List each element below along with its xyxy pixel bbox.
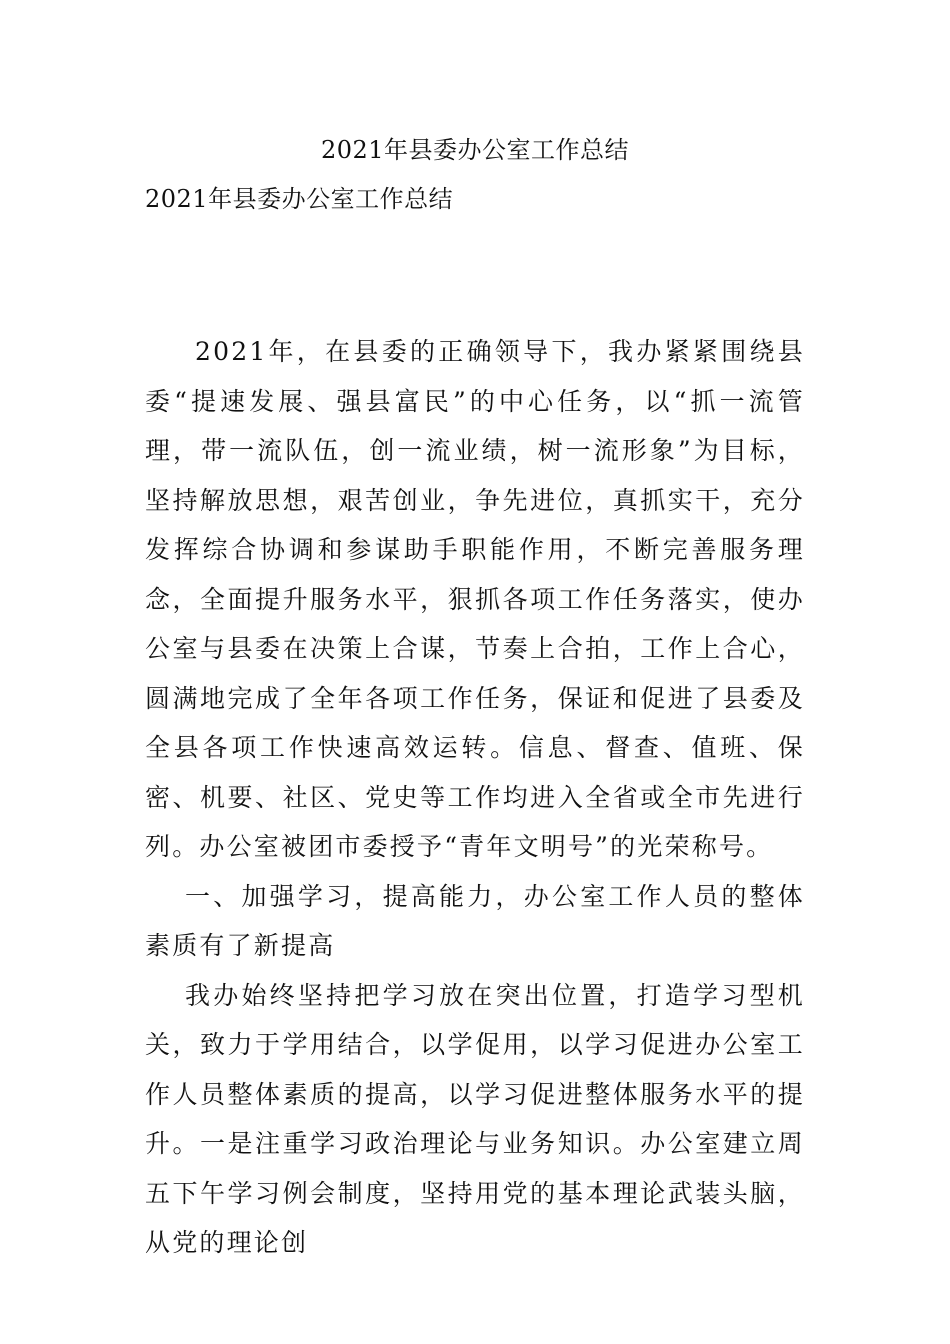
paragraph-section-1: 我办始终坚持把学习放在突出位置，打造学习型机关，致力于学用结合，以学促用，以学习促进办公室工作人员整体素质的提高，以学习促进整体服务水平的提升。一是注重学习政治理论与业务知识。办公室建立周五下午学习例会制度，坚持用党的基本理论武装头脑，从党的理论创 <box>145 980 805 1257</box>
paragraph-intro: 2021年，在县委的正确领导下，我办紧紧围绕县委“提速发展、强县富民”的中心任务，以“抓一流管理，带一流队伍，创一流业绩，树一流形象”为目标，坚持解放思想，艰苦创业，争先进位，真抓实干，充分发挥综合协调和参谋助手职能作用，不断完善服务理念，全面提升服务水平，狠抓各项工作任务落实，使办公室与县委在决策上合谋，节奏上合拍，工作上合心，圆满地完成了全年各项工作任务，保证和促进了县委及全县各项工作快速高效运转。信息、督查、值班、保密、机要、社区、党史等工作均进入全省或全市先进行列。办公室被团市委授予“青年文明号”的光荣称号。 <box>145 337 805 861</box>
document-body <box>145 327 805 1268</box>
document-title: 2021年县委办公室工作总结 <box>320 136 630 164</box>
section-heading-1: 一、加强学习，提高能力，办公室工作人员的整体素质有了新提高 <box>145 881 805 960</box>
document-subtitle: 2021年县委办公室工作总结 <box>145 185 454 213</box>
